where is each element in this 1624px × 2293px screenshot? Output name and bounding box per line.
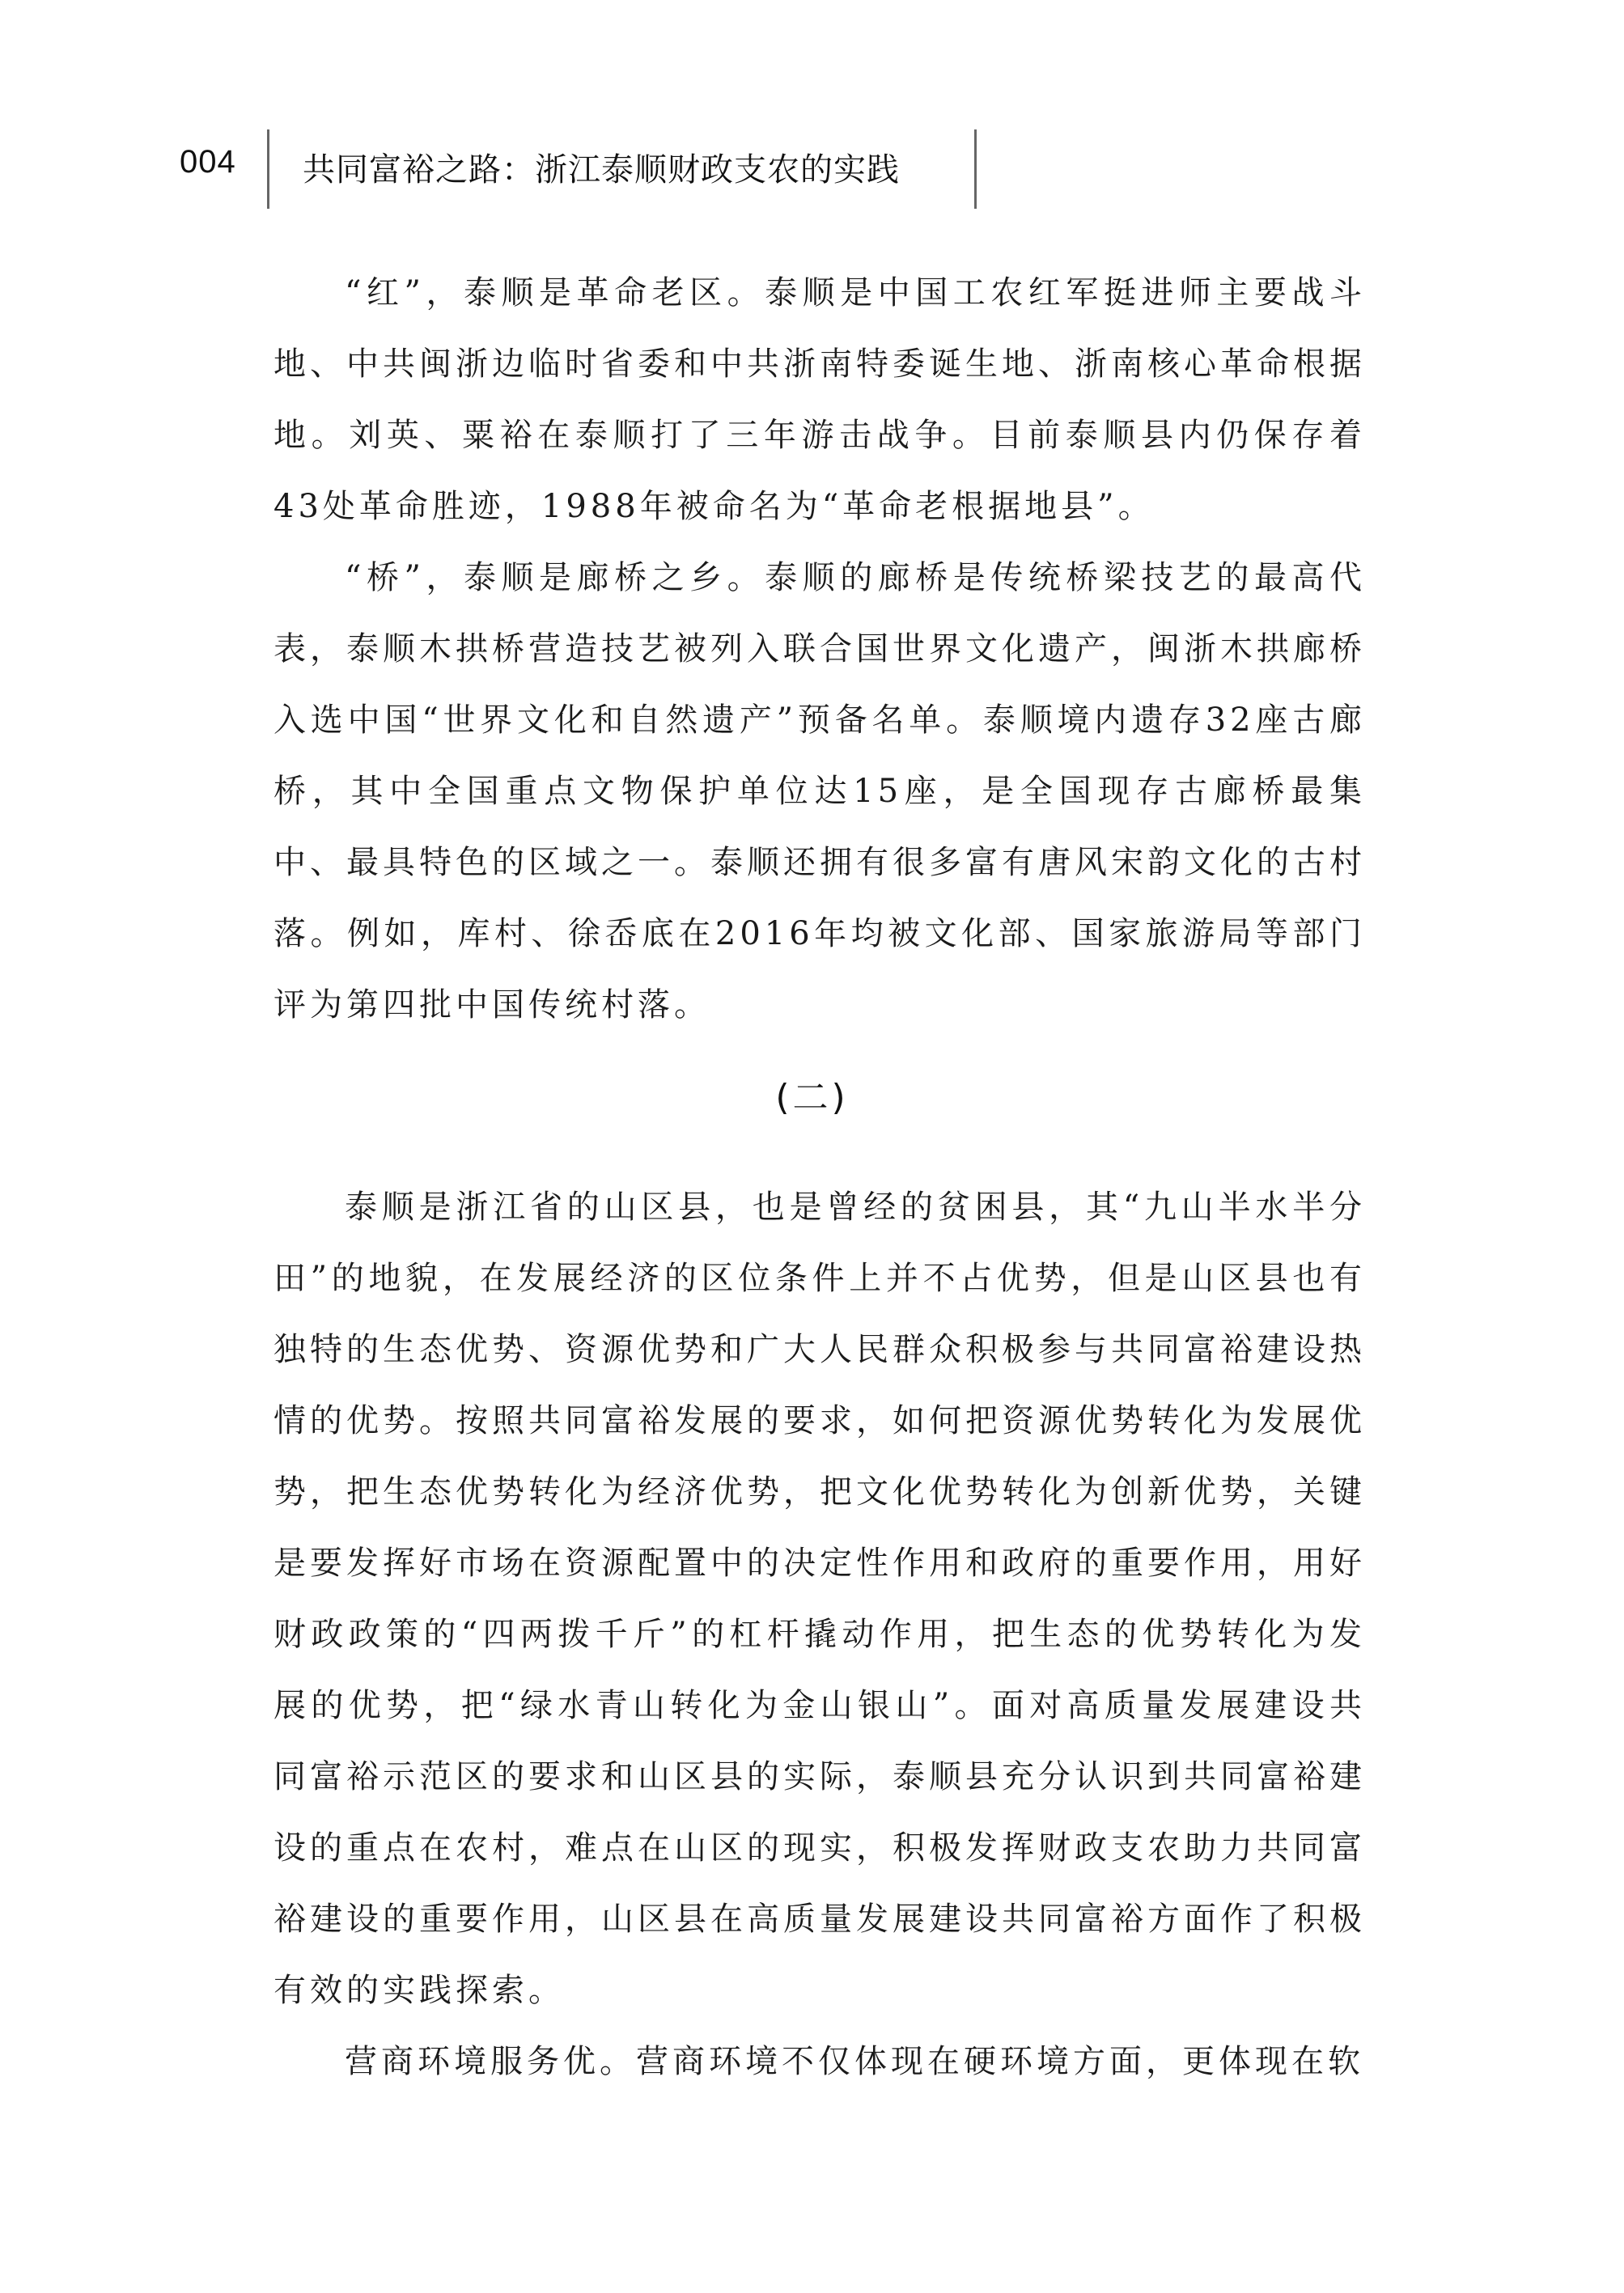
- section-heading: (二): [775, 1077, 849, 1118]
- book-title: 共同富裕之路：浙江泰顺财政支农的实践: [303, 151, 900, 189]
- text-block-after: [273, 1172, 1366, 2097]
- page-number: 004: [180, 144, 236, 180]
- running-header: [180, 129, 989, 210]
- header-end-rule: [974, 129, 977, 209]
- paragraph-business-environment: 营商环境服务优。营商环境不仅体现在硬环境方面，更体现在软: [345, 2043, 1364, 2080]
- paragraph-overview: 泰顺是浙江省的山区县，也是曾经的贫困县，其“九山半水半分田”的地貌，在发展经济的区位条件上并不占优势，但是山区县也有独特的生态优势、资源优势和广大人民群众积极参与共同富裕建设热情的优势。按照共同富裕发展的要求，如何把资源优势转化为发展优势，把生态优势转化为经济优势，把文化优势转化为创新优势，关键是要发挥好市场在资源配置中的决定性作用和政府的重要作用，用好财政政策的“四两拨千斤”的杠杆撬动作用，把生态的优势转化为发展的优势，把“绿水青山转化为金山银山”。面对高质量发展建设共同富裕示范区的要求和山区县的实际，泰顺县充分认识到共同富裕建设的重点在农村，难点在山区的现实，积极发挥财政支农助力共同富裕建设的重要作用，山区县在高质量发展建设共同富裕方面作了积极有效的实践探索。: [273, 1189, 1366, 2009]
- paragraph-bridge: “桥”，泰顺是廊桥之乡。泰顺的廊桥是传统桥梁技艺的最高代表，泰顺木拱桥营造技艺被列入联合国世界文化遗产，闽浙木拱廊桥入选中国“世界文化和自然遗产”预备名单。泰顺境内遗存32座古廊桥，其中全国重点文物保护单位达15座，是全国现存古廊桥最集中、最具特色的区域之一。泰顺还拥有很多富有唐风宋韵文化的古村落。例如，库村、徐岙底在2016年均被文化部、国家旅游局等部门评为第四批中国传统村落。: [273, 559, 1366, 1024]
- paragraph-red: “红”，泰顺是革命老区。泰顺是中国工农红军挺进师主要战斗地、中共闽浙边临时省委和中共浙南特委诞生地、浙南核心革命根据地。刘英、粟裕在泰顺打了三年游击战争。目前泰顺县内仍保存着43处革命胜迹，1988年被命名为“革命老根据地县”。: [273, 274, 1366, 525]
- header-divider: [267, 129, 269, 209]
- text-block-before: [273, 257, 1366, 1041]
